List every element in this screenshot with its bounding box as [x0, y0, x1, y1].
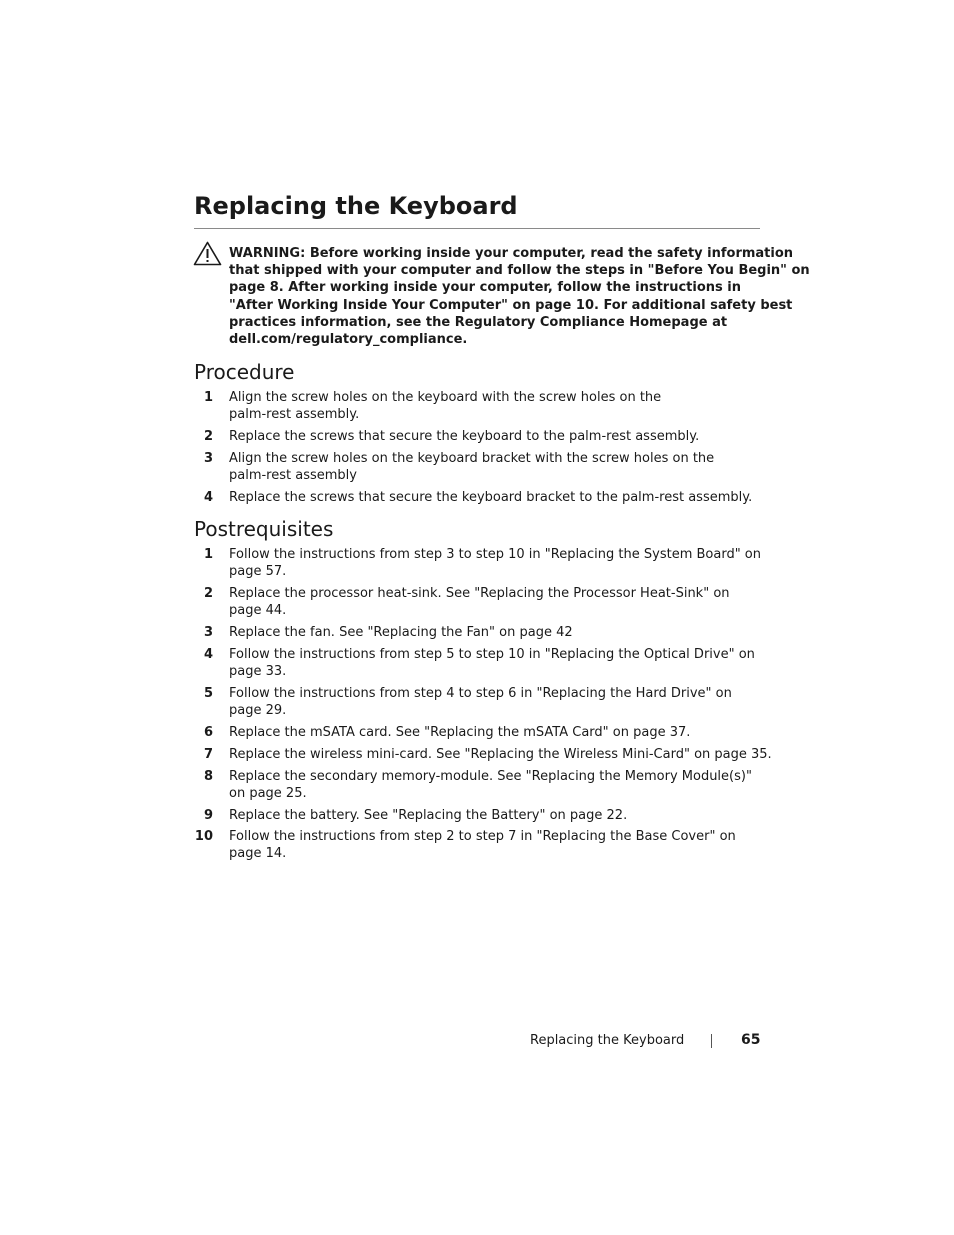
page-title: Replacing the Keyboard	[194, 192, 518, 220]
warning-line: that shipped with your computer and follow the steps in "Before You Begin" on	[229, 263, 810, 279]
step-text	[229, 389, 760, 423]
step-text	[229, 546, 760, 580]
footer-separator	[711, 1034, 712, 1048]
step-text-line: Follow the instructions from step 3 to step 10 in "Replacing the System Board" on	[229, 547, 761, 562]
step-item	[194, 450, 760, 484]
step-item	[194, 768, 760, 802]
step-text	[229, 624, 760, 641]
step-text-line: Align the screw holes on the keyboard bracket with the screw holes on the	[229, 451, 715, 466]
step-number: 8	[203, 769, 213, 784]
step-text-line: Replace the wireless mini-card. See "Replacing the Wireless Mini-Card" on page 35.	[229, 747, 772, 762]
step-number: 1	[203, 547, 213, 562]
step-number: 9	[203, 808, 213, 823]
warning-line: dell.com/regulatory_compliance.	[229, 332, 468, 348]
warning-line: page 8. After working inside your computer, follow the instructions in	[229, 280, 741, 296]
step-text-line: page 33.	[229, 664, 287, 680]
step-text	[229, 724, 760, 741]
step-item	[194, 585, 760, 619]
step-text	[229, 450, 760, 484]
step-text	[229, 828, 760, 862]
step-text-line: page 57.	[229, 564, 287, 580]
step-text	[229, 685, 760, 719]
step-text	[229, 489, 760, 506]
step-item	[194, 646, 760, 680]
step-text	[229, 768, 760, 802]
step-text	[229, 646, 760, 680]
step-text	[229, 585, 760, 619]
step-number: 5	[203, 686, 213, 701]
procedure-heading: Procedure	[194, 360, 295, 384]
step-item	[194, 746, 772, 763]
step-text-line: page 29.	[229, 703, 287, 719]
step-number: 2	[203, 429, 213, 444]
step-number: 3	[203, 625, 213, 640]
warning-line: "After Working Inside Your Computer" on page 10. For additional safety best	[229, 297, 793, 313]
footer-page-number: 65	[741, 1032, 761, 1048]
step-item	[194, 724, 760, 741]
step-number: 3	[203, 451, 213, 466]
step-text-line: Replace the screws that secure the keyboard bracket to the palm-rest assembly.	[229, 490, 753, 505]
step-number: 1	[203, 390, 213, 405]
step-text-line: Follow the instructions from step 4 to step 6 in "Replacing the Hard Drive" on	[229, 686, 732, 701]
step-item	[194, 389, 760, 423]
warning-line: practices information, see the Regulatory Compliance Homepage at	[229, 314, 728, 330]
step-item	[194, 546, 760, 580]
step-item	[194, 828, 760, 862]
step-item	[194, 624, 760, 641]
step-item	[194, 489, 760, 506]
step-text-line: Replace the secondary memory-module. See "Replacing the Memory Module(s)"	[229, 769, 752, 784]
step-item	[194, 428, 760, 445]
step-text-line: page 14.	[229, 846, 287, 862]
step-text-line: Replace the battery. See "Replacing the Battery" on page 22.	[229, 808, 628, 823]
warning-line: WARNING: Before working inside your computer, read the safety information	[229, 246, 794, 261]
step-number: 6	[203, 725, 213, 740]
step-number: 4	[203, 490, 213, 505]
step-text-line: on page 25.	[229, 786, 307, 802]
step-text	[229, 746, 772, 763]
step-text-line: palm-rest assembly	[229, 468, 357, 484]
step-number: 10	[194, 829, 213, 844]
step-number: 7	[203, 747, 213, 762]
step-text	[229, 428, 760, 445]
step-text-line: Replace the screws that secure the keyboard to the palm-rest assembly.	[229, 429, 700, 444]
step-number: 2	[203, 586, 213, 601]
step-text-line: Follow the instructions from step 5 to step 10 in "Replacing the Optical Drive" on	[229, 647, 755, 662]
step-text	[229, 807, 760, 824]
step-text-line: Replace the fan. See "Replacing the Fan" on page 42	[229, 625, 573, 640]
step-text-line: Align the screw holes on the keyboard with the screw holes on the	[229, 390, 662, 405]
footer-section-title: Replacing the Keyboard	[530, 1033, 685, 1048]
postrequisites-heading: Postrequisites	[194, 517, 334, 541]
step-item	[194, 685, 760, 719]
step-text-line: page 44.	[229, 603, 287, 619]
step-text-line: palm-rest assembly.	[229, 407, 360, 423]
warning-text	[229, 245, 810, 348]
title-rule	[194, 228, 760, 229]
step-text-line: Follow the instructions from step 2 to step 7 in "Replacing the Base Cover" on	[229, 829, 736, 844]
step-item	[194, 807, 760, 824]
warning-triangle-icon	[193, 241, 222, 266]
step-text-line: Replace the mSATA card. See "Replacing the mSATA Card" on page 37.	[229, 725, 691, 740]
step-number: 4	[203, 647, 213, 662]
step-text-line: Replace the processor heat-sink. See "Replacing the Processor Heat-Sink" on	[229, 586, 730, 601]
